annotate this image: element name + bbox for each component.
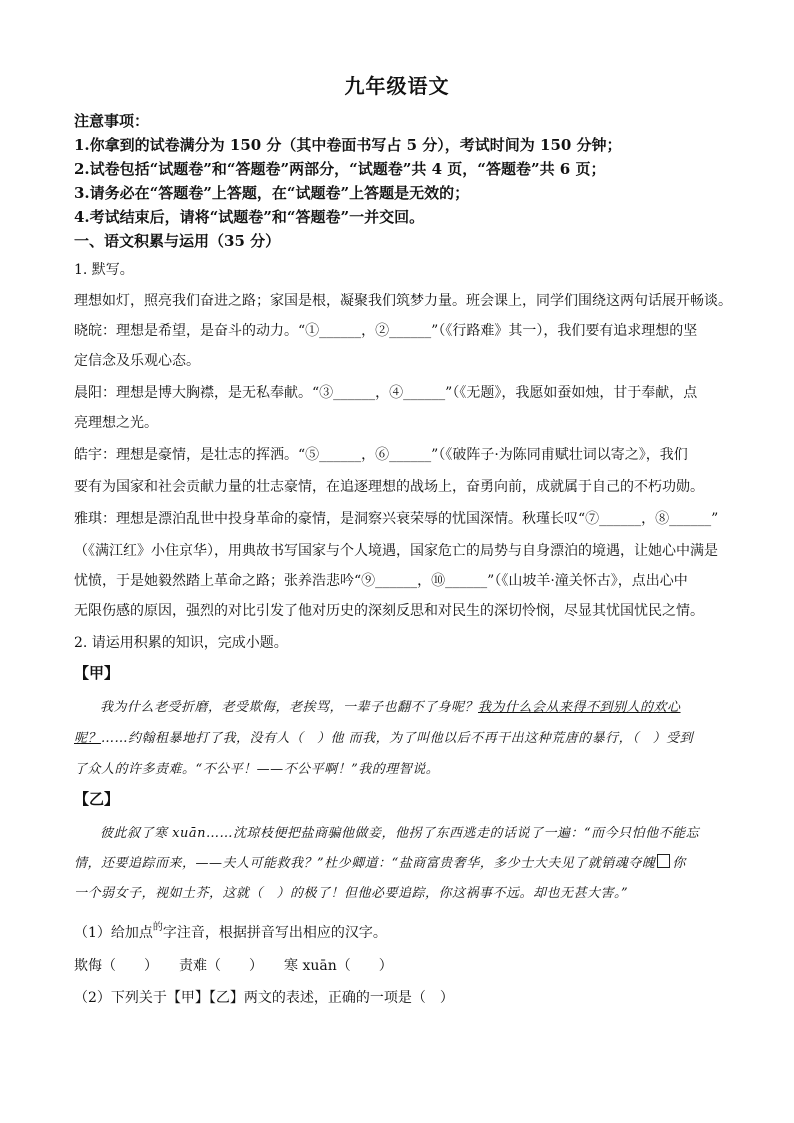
question-text-line: 亮理想之光。 — [74, 415, 158, 431]
passage-text: ……约翰租暴地打了我，没有人（ ）他 而我，为了叫他以后不再干出这种荒唐的暴行，（ ）受到 — [101, 731, 694, 746]
section-heading: 一、语文积累与运用（35 分） — [74, 232, 281, 250]
question-text-line: 无限伤感的原因，强烈的对比引发了他对历史的深刻反思和对民生的深切怜悯，尽显其忧国忧民之情。 — [74, 603, 704, 619]
notice-item: 3.请务必在“答题卷”上答题，在“试题卷”上答题是无效的； — [74, 184, 470, 202]
notice-heading: 注意事项： — [74, 112, 150, 130]
question-text-line: 皓宇：理想是豪情，是壮志的挥洒。“⑤______，⑥______”（《破阵子·为陈同甫赋壮词以寄之》，我们 — [74, 447, 688, 463]
passage-tag-jia: 【甲】 — [74, 664, 120, 682]
page-title: 九年级语文 — [344, 74, 450, 98]
passage-text: 我为什么老受折磨，老受欺侮，老挨骂，一辈子也翻不了身呢？ — [100, 700, 479, 715]
question-label: 1. 默写。 — [74, 262, 134, 278]
underlined-text: 我为什么会从来得不到别人的欢心 — [478, 700, 681, 715]
passage-line: 一个弱女子，视如土芥，这就（ ）的极了！但他必要追踪，你这祸事不远。却也无甚大害。” — [74, 886, 629, 901]
passage-line — [74, 852, 686, 871]
question-text-line: 雅琪：理想是漂泊乱世中投身革命的豪情，是洞察兴衰荣辱的忧国深情。秋瑾长叹“⑦______，⑧______” — [74, 511, 719, 527]
passage-line: 彼此叙了寒 xuān……沈琼枝便把盐商骗他做妾，他拐了东西逃走的话说了一遍：“而今只怕他不能忘 — [100, 826, 700, 841]
question-text-line: 要有为国家和社会贡献力量的壮志豪情，在追逐理想的战场上，奋勇向前，成就属于自己的不朽功勋。 — [74, 479, 704, 495]
fill-blanks: 欺侮（ ） 责难（ ） 寒 xuān（ ） — [74, 958, 393, 974]
sub-question — [74, 922, 387, 942]
passage-line — [100, 696, 681, 715]
question-text-line: 忧愤，于是她毅然踏上革命之路；张养浩悲吟“⑨______，⑩______”（《山坡羊·潼关怀古》，点出心中 — [74, 573, 688, 589]
passage-line — [74, 727, 693, 746]
passage-text: 了众人的许多责难。“不公平！——不公平啊！”我的理智说。 — [74, 762, 440, 777]
passage-text: 你 — [672, 856, 686, 871]
question-text-line: 理想如灯，照亮我们奋进之路；家国是根，凝聚我们筑梦力量。班会课上，同学们围绕这两句话展开畅谈。 — [74, 293, 732, 309]
question-text-line: 定信念及乐观心态。 — [74, 353, 200, 369]
sub-question-text: （1）给加点 — [74, 925, 153, 941]
question-text-line: （《满江红》小住京华），用典故书写国家与个人境遇，国家危亡的局势与自身漂泊的境遇，让她心中满是 — [74, 543, 718, 559]
sub-question-text: 字注音，根据拼音写出相应的汉字。 — [162, 925, 387, 941]
passage-text: 情，还要追踪而来，——夫人可能救我？”杜少卿道：“盐商富贵奢华，多少士大夫见了就销魂夺魄 — [74, 856, 656, 871]
sub-question: （2）下列关于【甲】【乙】两文的表述，正确的一项是（ ） — [74, 990, 454, 1006]
question-text-line: 晨阳：理想是博大胸襟，是无私奉献。“③______，④______”（《无题》，我愿如蚕如烛，甘于奉献，点 — [74, 385, 698, 401]
notice-item: 4.考试结束后，请将“试题卷”和“答题卷”一并交回。 — [74, 208, 425, 226]
passage-tag-yi: 【乙】 — [74, 790, 120, 808]
missing-char-box — [657, 854, 670, 868]
question-label: 2. 请运用积累的知识，完成小题。 — [74, 635, 288, 651]
notice-item: 1.你拿到的试卷满分为 150 分（其中卷面书写占 5 分），考试时间为 150 分钟； — [74, 136, 622, 154]
question-text-line: 晓皖：理想是希望，是奋斗的动力。“①______，②______”（《行路难》其一），我们要有追求理想的坚 — [74, 323, 698, 339]
dot-mark: 的 — [152, 922, 163, 933]
notice-item: 2.试卷包括“试题卷”和“答题卷”两部分，“试题卷”共 4 页，“答题卷”共 6 页； — [74, 160, 606, 178]
passage-line — [74, 758, 439, 777]
underlined-text: 呢？ — [74, 731, 102, 746]
